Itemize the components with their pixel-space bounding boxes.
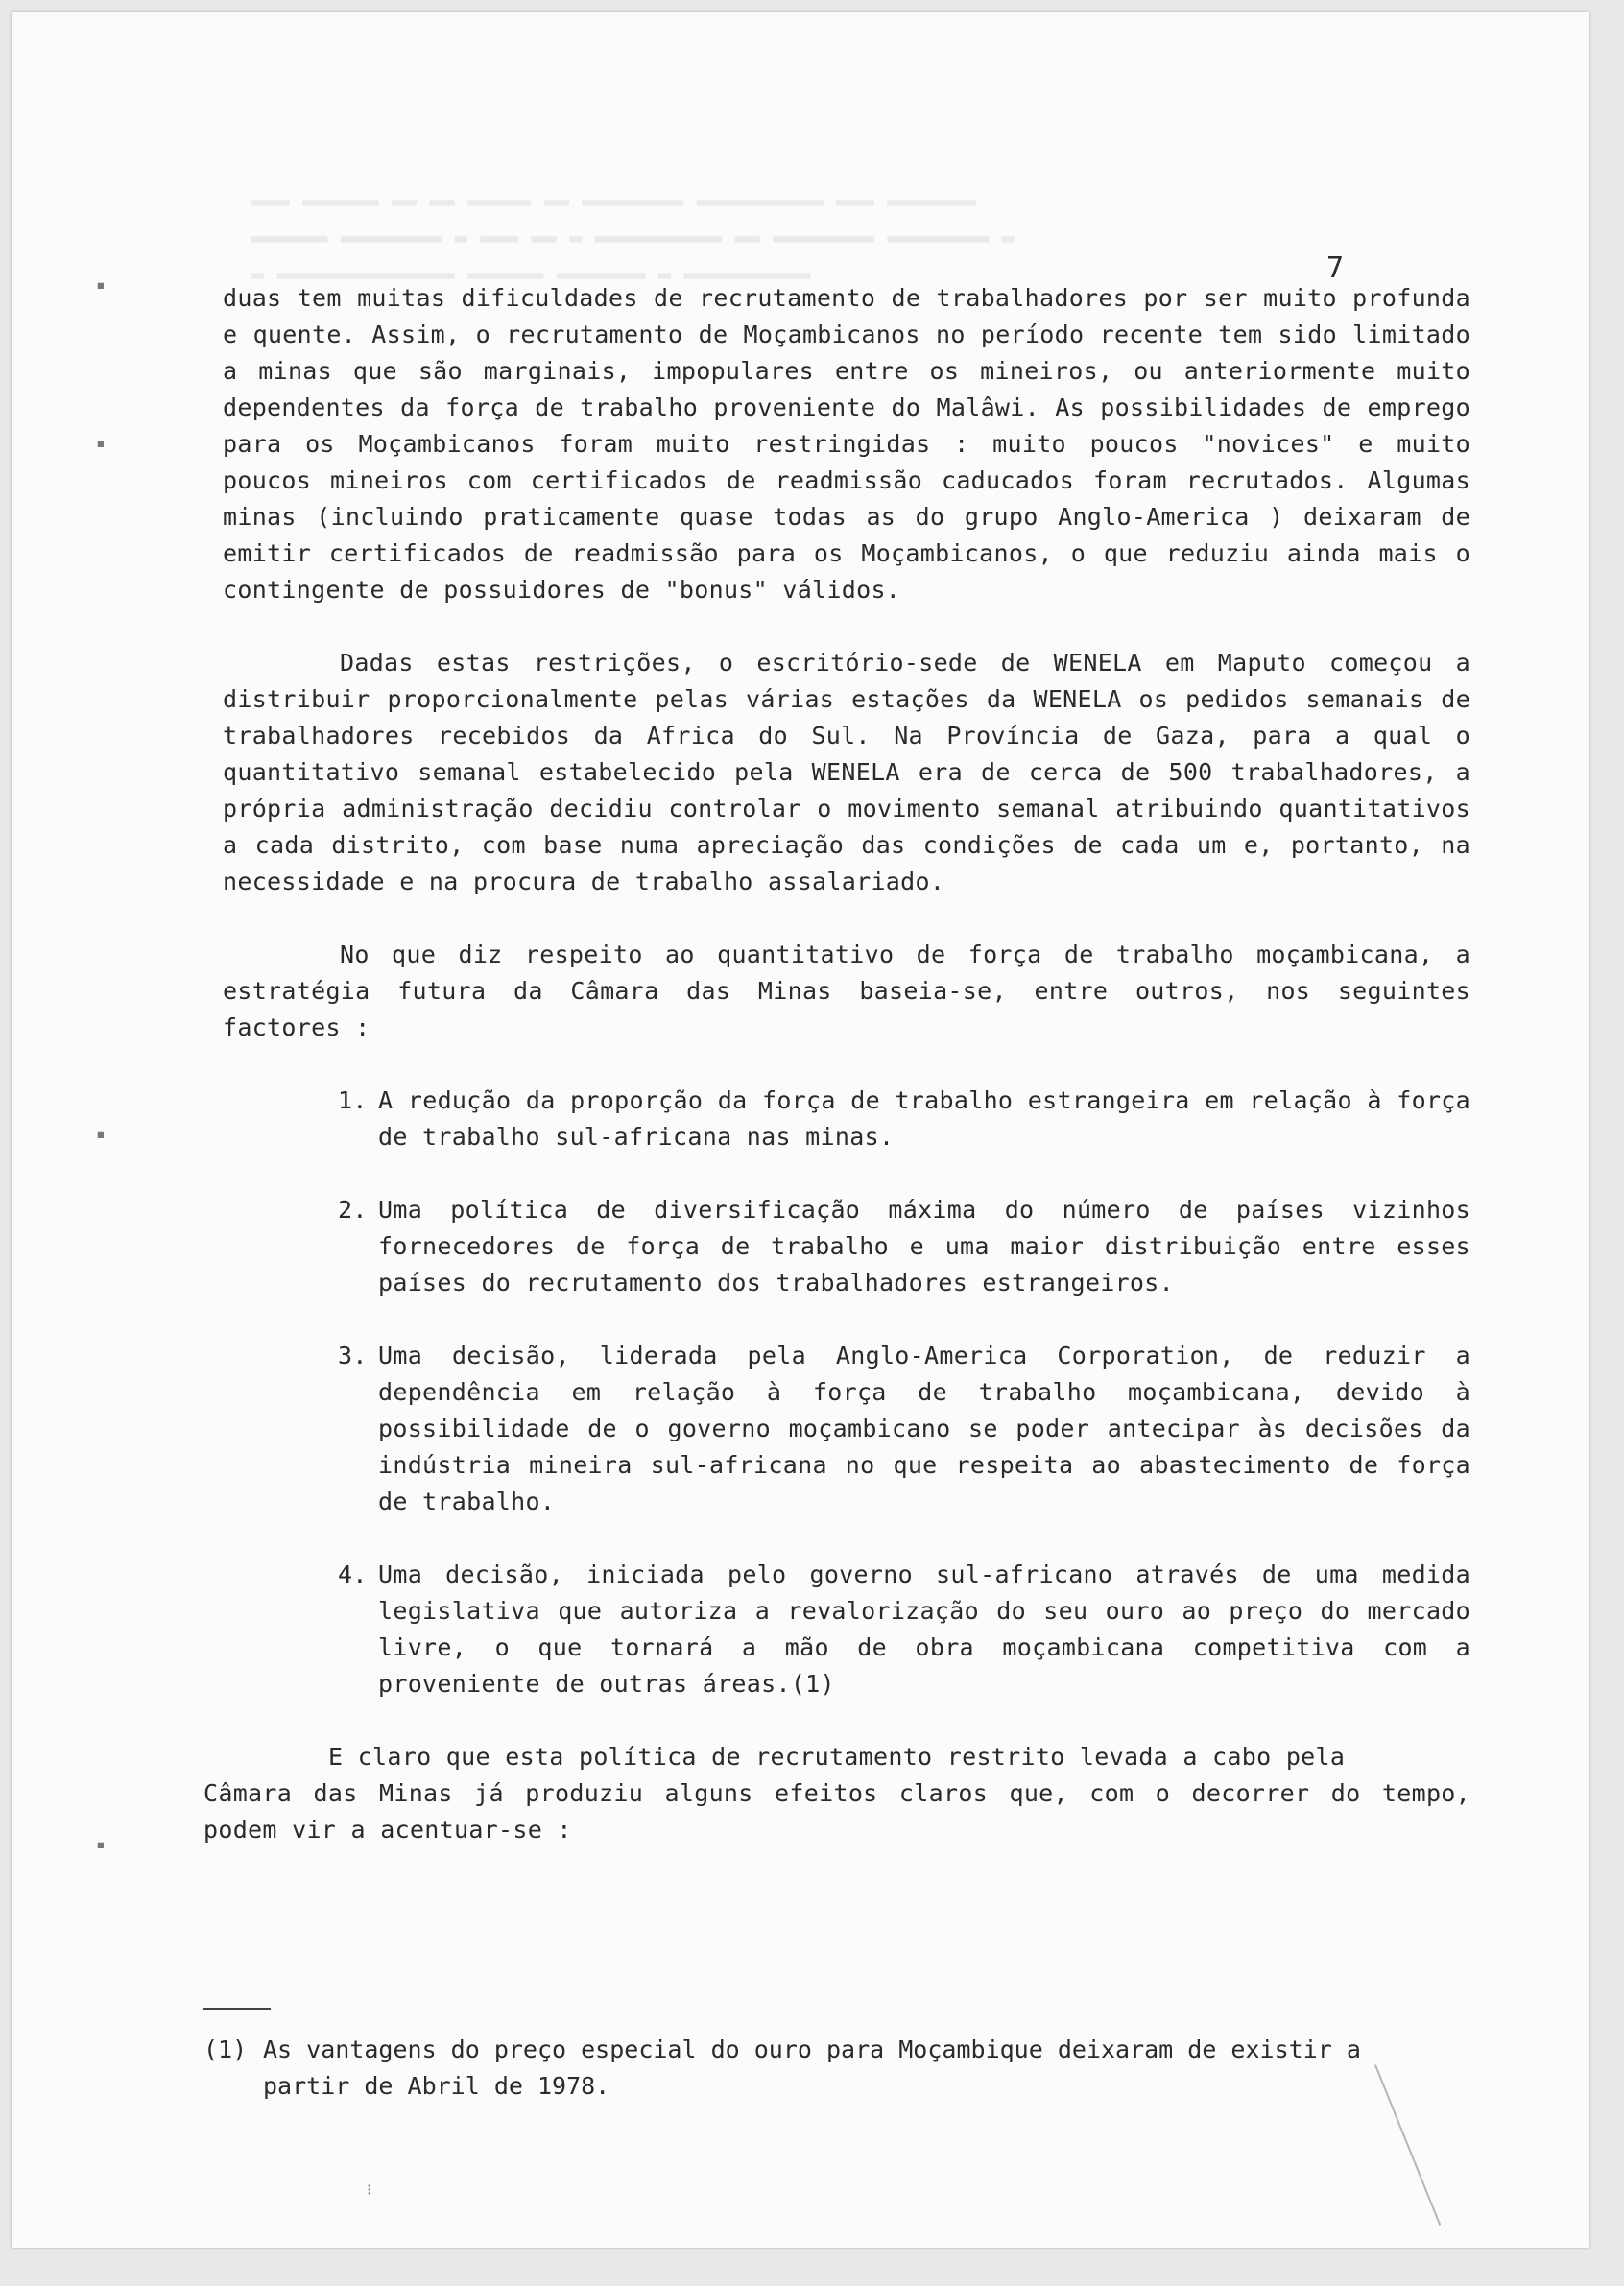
footnote-divider xyxy=(203,2008,271,2010)
footnote-text: As vantagens do preço especial do ouro para Moçambique deixaram de existir a partir de Abril de 1978. xyxy=(263,2036,1361,2100)
paragraph-wenela-distribution: Dadas estas restrições, o escritório-sede de WENELA em Maputo começou a distribuir proporcionalmente pelas várias estações da WENELA os pedidos semanais de trabalhadores recebidos da Africa do Sul. Na Província de Gaza, para a qual o quantitativo semanal estabelecido pela WENELA era de cerca de 500 trabalhadores, a própria administração decidiu controlar o movimento semanal atribuindo quantitativos a cada distrito, com base numa apreciação das condições de cada um e, portanto, na necessidade e na procura de trabalho assalariado. xyxy=(223,649,1470,895)
document-page xyxy=(12,12,1589,2248)
closing-rest: Câmara das Minas já produziu alguns efeitos claros que, com o decorrer do tempo, podem vir a acentuar-se : xyxy=(203,1779,1470,1844)
closing-first-line: E claro que esta política de recrutamento restrito levada a cabo pela xyxy=(328,1743,1346,1771)
bleed-through-text: ▬▬▬ ▬▬▬▬▬▬ ▬▬ ▬▬ ▬▬▬▬▬ ▬▬ ▬▬▬▬▬▬▬▬ ▬▬▬▬▬▬▬▬▬▬ ▬▬▬ ▬▬▬▬▬▬▬ ▬▬▬▬▬▬ ▬▬▬▬▬▬▬▬ ▬ ▬▬▬ ▬▬ ▬ ▬▬▬▬▬▬▬▬▬▬ ▬▬ ▬▬▬▬▬▬▬▬ ▬▬▬▬▬▬▬▬ ▬ ▬ ▬▬▬▬▬▬▬▬▬▬▬▬▬▬ ▬▬▬▬▬▬ ▬▬▬▬▬▬▬ ▬ ▬▬▬▬▬▬▬▬▬▬ xyxy=(251,190,1015,287)
list-item-text: Uma decisão, iniciada pelo governo sul-africano através de uma medida legislativa que autoriza a revalorização do seu ouro ao preço do mercado livre, o que tornará a mão de obra moçambicana competitiva com a proveniente de outras áreas.(1) xyxy=(378,1560,1470,1698)
paragraph-closing xyxy=(203,1739,1470,1848)
list-item xyxy=(338,1192,1470,1301)
list-item-number: 2. xyxy=(338,1196,368,1224)
paragraph-continuation: duas tem muitas dificuldades de recrutamento de trabalhadores por ser muito profunda e quente. Assim, o recrutamento de Moçambicanos no período recente tem sido limitado a minas que são marginais, impopulares entre os mineiros, ou anteriormente muito dependentes da força de trabalho proveniente do Malâwi. As possibilidades de emprego para os Moçambicanos foram muito restringidas : muito poucos "novices" e muito poucos mineiros com certificados de readmissão caducados foram recrutados. Algumas minas (incluindo praticamente quase todas as do grupo Anglo-America ) deixaram de emitir certificados de readmissão para os Moçambicanos, o que reduziu ainda mais o contingente de possuidores de "bonus" válidos. xyxy=(223,284,1470,604)
paragraph-strategy-intro: No que diz respeito ao quantitativo de força de trabalho moçambicana, a estratégia futura da Câmara das Minas baseia-se, entre outros, nos seguintes factores : xyxy=(223,941,1470,1041)
list-item-number: 1. xyxy=(338,1086,368,1114)
binding-mark: ▪ xyxy=(96,1125,106,1143)
footnote-marker: (1) xyxy=(203,2036,248,2063)
list-item-text: A redução da proporção da força de trabalho estrangeira em relação à força de trabalho sul-africana nas minas. xyxy=(378,1086,1470,1151)
list-item-text: Uma decisão, liderada pela Anglo-America Corporation, de reduzir a dependência em relação à força de trabalho moçambicana, devido à possibilidade de o governo moçambicano se poder antecipar às decisões da indústria mineira sul-africana no que respeita ao abastecimento de força de trabalho. xyxy=(378,1342,1470,1515)
list-item xyxy=(338,1557,1470,1703)
binding-mark: ▪ xyxy=(96,1835,106,1853)
list-item-number: 3. xyxy=(338,1342,368,1369)
list-item xyxy=(338,1083,1470,1155)
binding-mark: ▪ xyxy=(96,434,106,452)
footnote xyxy=(203,2032,1451,2105)
list-item-text: Uma política de diversificação máxima do número de países vizinhos fornecedores de força de trabalho e uma maior distribuição entre esses países do recrutamento dos trabalhadores estrangeiros. xyxy=(378,1196,1470,1297)
binding-mark: ⁝ xyxy=(367,2180,372,2199)
list-item xyxy=(338,1338,1470,1520)
page-number: 7 xyxy=(1326,251,1345,285)
binding-mark: ▪ xyxy=(96,275,106,294)
factors-list xyxy=(338,1083,1470,1703)
list-item-number: 4. xyxy=(338,1560,368,1588)
main-text xyxy=(203,280,1470,1885)
